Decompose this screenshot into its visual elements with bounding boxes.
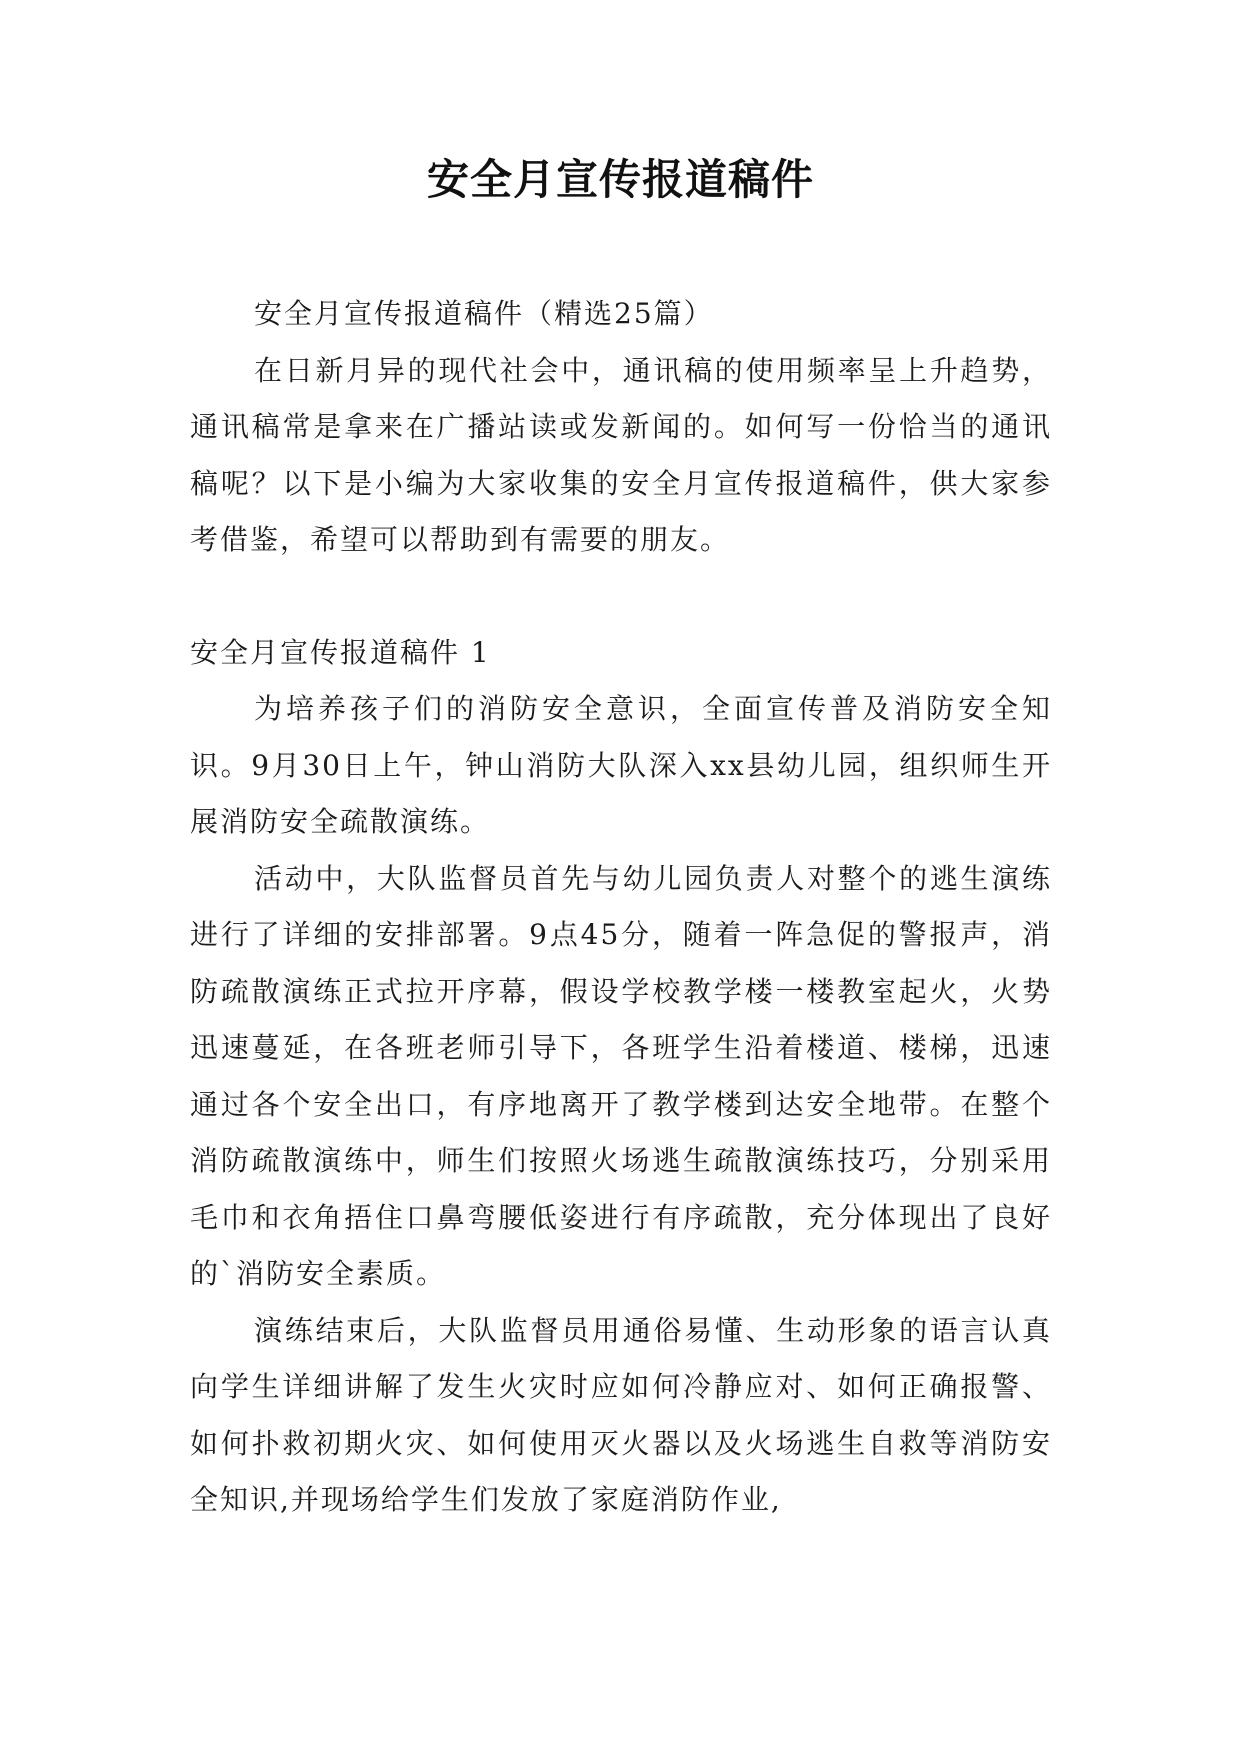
page-title: 安全月宣传报道稿件 xyxy=(426,155,814,204)
body-paragraph: 演练结束后，大队监督员用通俗易懂、生动形象的语言认真向学生详细讲解了发生火灾时应如何冷静应对、如何正确报警、如何扑救初期火灾、如何使用灭火器以及火场逃生自救等消防安全知识,并现场给学生们发放了家庭消防作业, xyxy=(190,1313,1052,1516)
document-subtitle: 安全月宣传报道稿件（精选25篇） xyxy=(254,297,714,330)
intro-paragraph: 在日新月异的现代社会中，通讯稿的使用频率呈上升趋势，通讯稿常是拿来在广播站读或发新闻的。如何写一份恰当的通讯稿呢？以下是小编为大家收集的安全月宣传报道稿件，供大家参考借鉴，希望可以帮助到有需要的朋友。 xyxy=(190,353,1052,556)
body-paragraph: 为培养孩子们的消防安全意识，全面宣传普及消防安全知识。9月30日上午，钟山消防大队深入xx县幼儿园，组织师生开展消防安全疏散演练。 xyxy=(190,692,1052,838)
document-body xyxy=(190,286,1052,1529)
body-paragraph: 活动中，大队监督员首先与幼儿园负责人对整个的逃生演练进行了详细的安排部署。9点45分，随着一阵急促的警报声，消防疏散演练正式拉开序幕，假设学校教学楼一楼教室起火，火势迅速蔓延，在各班老师引导下，各班学生沿着楼道、楼梯，迅速通过各个安全出口，有序地离开了教学楼到达安全地带。在整个消防疏散演练中，师生们按照火场逃生疏散演练技巧，分别采用毛巾和衣角捂住口鼻弯腰低姿进行有序疏散，充分体现出了良好的`消防安全素质。 xyxy=(190,861,1052,1290)
section-heading: 安全月宣传报道稿件 1 xyxy=(190,635,491,669)
paragraph-gap xyxy=(190,569,1052,625)
